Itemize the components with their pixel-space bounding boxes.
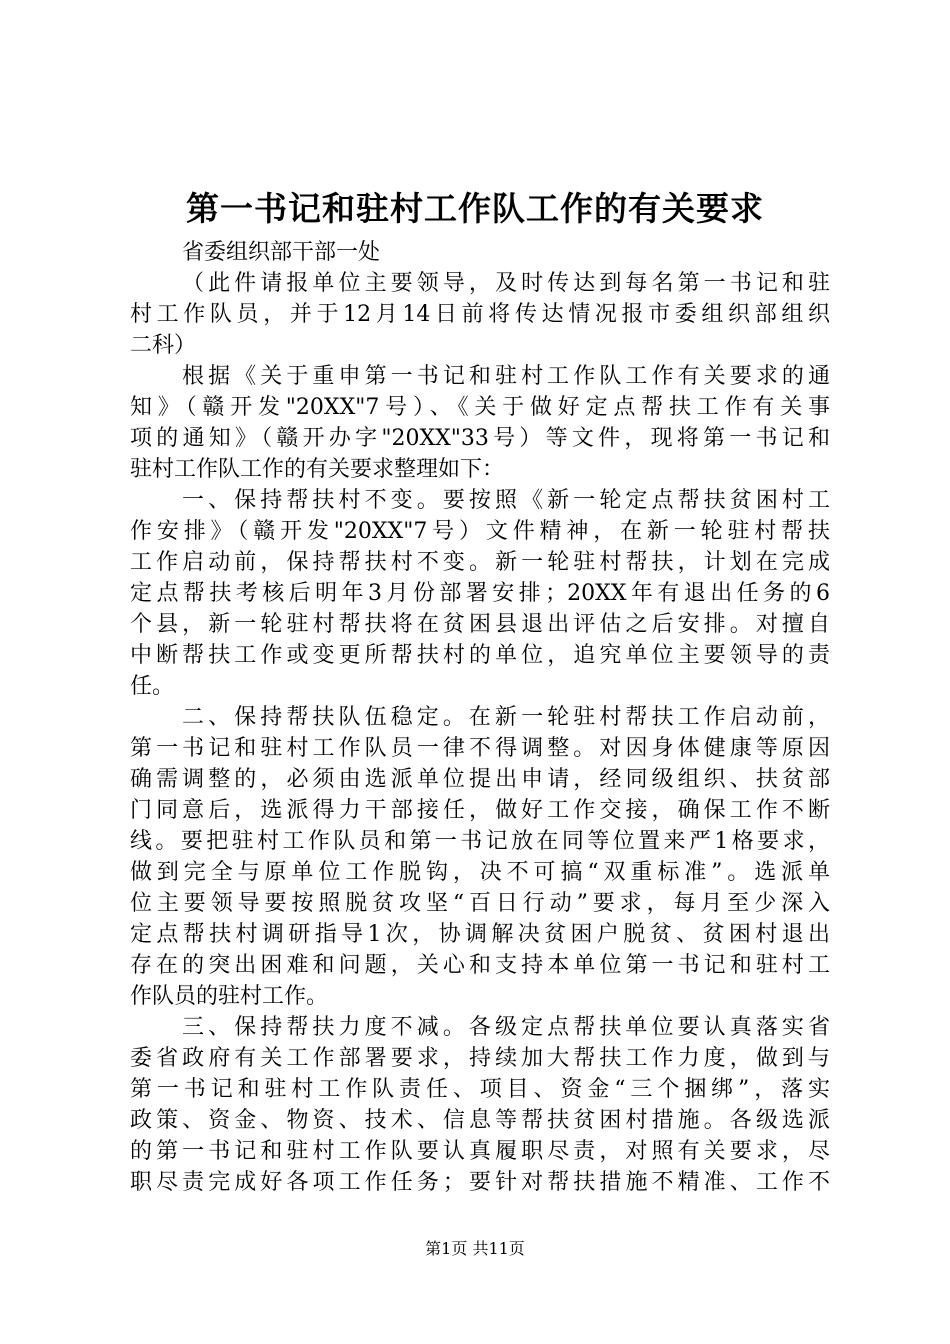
text-line: 二、保持帮扶队伍稳定。在新一轮驻村帮扶工作启动前，: [182, 705, 830, 730]
text-line: 三、保持帮扶力度不减。各级定点帮扶单位要认真落实省: [182, 1015, 830, 1040]
text-line: 一、保持帮扶村不变。要按照《新一轮定点帮扶贫困村工: [182, 488, 830, 513]
text-line: 作队员的驻村工作。: [130, 984, 329, 1009]
text-line: 知》（赣开发"20XX"7号）、《关于做好定点帮扶工作有关事: [130, 395, 830, 420]
text-line: 村工作队员，并于12月14日前将传达情况报市委组织部组织: [130, 302, 830, 327]
document-title: 第一书记和驻村工作队工作的有关要求: [186, 189, 764, 228]
text-line: 项的通知》（赣开办字"20XX"33号）等文件，现将第一书记和: [130, 426, 830, 451]
text-line: 驻村工作队工作的有关要求整理如下：: [130, 457, 505, 482]
text-line: 的第一书记和驻村工作队要认真履职尽责，对照有关要求，尽: [130, 1139, 830, 1164]
text-line: 中断帮扶工作或变更所帮扶村的单位，追究单位主要领导的责: [130, 643, 830, 668]
text-line: 做到完全与原单位工作脱钩，决不可搞“双重标准”。选派单: [130, 860, 830, 885]
text-line: 任。: [130, 674, 175, 699]
document-body: [130, 237, 830, 1198]
text-line: 位主要领导要按照脱贫攻坚“百日行动”要求，每月至少深入: [130, 891, 830, 916]
text-line: 委省政府有关工作部署要求，持续加大帮扶工作力度，做到与: [130, 1046, 830, 1071]
text-line: 工作启动前，保持帮扶村不变。新一轮驻村帮扶，计划在完成: [130, 550, 830, 575]
text-line: 确需调整的，必须由选派单位提出申请，经同级组织、扶贫部: [130, 767, 830, 792]
text-line: 第一书记和驻村工作队员一律不得调整。对因身体健康等原因: [130, 736, 830, 761]
text-line: 门同意后，选派得力干部接任，做好工作交接，确保工作不断: [130, 798, 830, 823]
text-line: 政策、资金、物资、技术、信息等帮扶贫困村措施。各级选派: [130, 1108, 830, 1133]
page-number-footer: 第1页 共11页: [425, 1239, 525, 1258]
text-line: 线。要把驻村工作队员和第一书记放在同等位置来严1格要求，: [130, 829, 830, 854]
text-line: 作安排》（赣开发"20XX"7号）文件精神，在新一轮驻村帮扶: [130, 519, 830, 544]
text-line: 第一书记和驻村工作队责任、项目、资金“三个捆绑”，落实: [130, 1077, 830, 1102]
text-line: 个县，新一轮驻村帮扶将在贫困县退出评估之后安排。对擅自: [130, 612, 830, 637]
text-line: 根据《关于重申第一书记和驻村工作队工作有关要求的通: [182, 364, 830, 389]
text-line: 二科）: [130, 333, 197, 358]
text-line: 定点帮扶村调研指导1次，协调解决贫困户脱贫、贫困村退出: [130, 922, 830, 947]
text-line: 省委组织部干部一处: [182, 240, 381, 265]
text-line: 存在的突出困难和问题，关心和支持本单位第一书记和驻村工: [130, 953, 830, 978]
text-line: （此件请报单位主要领导，及时传达到每名第一书记和驻: [182, 271, 830, 296]
text-line: 职尽责完成好各项工作任务；要针对帮扶措施不精准、工作不: [130, 1170, 830, 1195]
text-line: 定点帮扶考核后明年3月份部署安排；20XX年有退出任务的6: [130, 581, 830, 606]
